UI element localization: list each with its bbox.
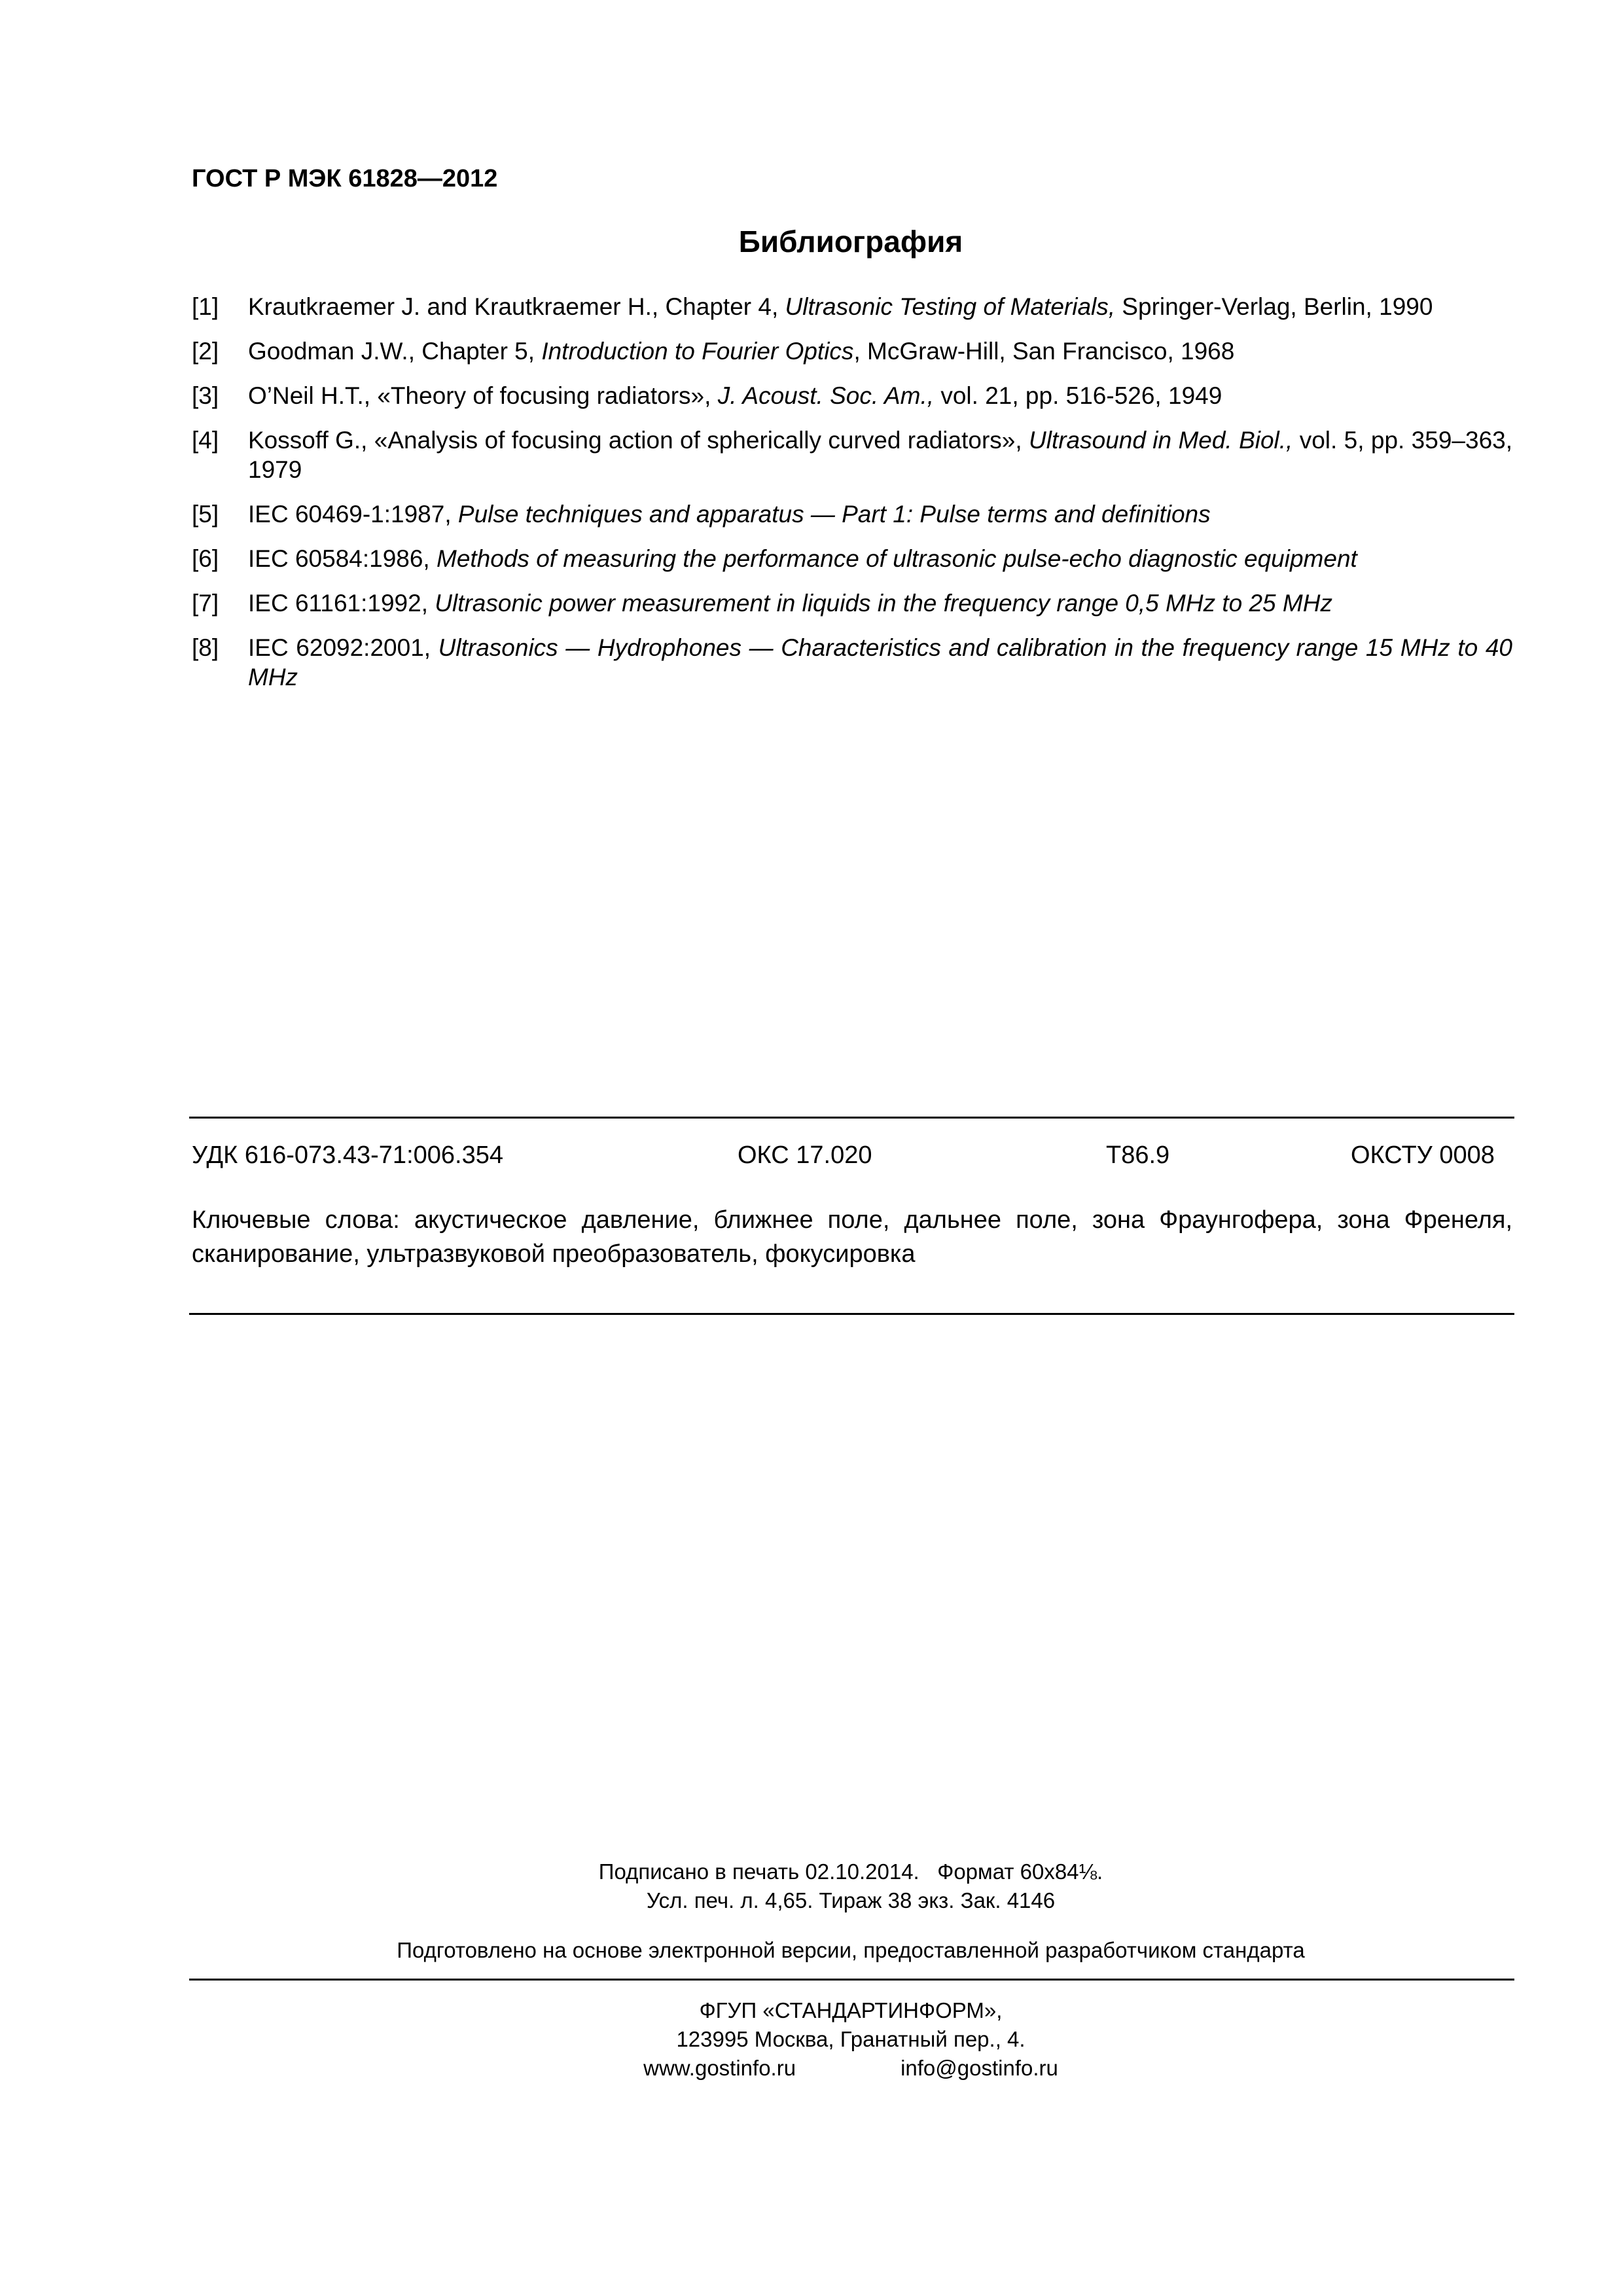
- publisher-email-link[interactable]: info@gostinfo.ru: [901, 2056, 1058, 2080]
- bibliography-list: [192, 292, 1512, 707]
- imprint-print-line: Усл. печ. л. 4,65. Тираж 38 экз. Зак. 4146: [646, 1888, 1056, 1912]
- reference-number: [5]: [192, 501, 219, 528]
- reference-number: [4]: [192, 427, 219, 454]
- t-code: Т86.9: [1106, 1141, 1170, 1169]
- publisher-website-link[interactable]: www.gostinfo.ru: [643, 2056, 796, 2080]
- keywords-text: Ключевые слова: акустическое давление, ближнее поле, дальнее поле, зона Фраунгофера, зона Френеля, сканирование, ультразвуковой преобразователь, фокусировка: [192, 1206, 1512, 1268]
- reference-text: IEC 60469-1:1987, Pulse techniques and apparatus — Part 1: Pulse terms and definitions: [248, 501, 1211, 528]
- reference-text: Krautkraemer J. and Krautkraemer H., Chapter 4, Ultrasonic Testing of Materials, Springer-Verlag, Berlin, 1990: [248, 293, 1433, 320]
- publisher-address: 123995 Москва, Гранатный пер., 4.: [676, 2027, 1026, 2051]
- document-header-code: ГОСТ Р МЭК 61828—2012: [192, 165, 498, 192]
- publisher-contacts: [0, 2054, 1623, 2083]
- bibliography-entry: [192, 588, 1512, 618]
- bibliography-title: Библиография: [738, 224, 963, 259]
- reference-number: [3]: [192, 382, 219, 409]
- publisher-block: [0, 1996, 1623, 2083]
- reference-text: Kossoff G., «Analysis of focusing action of spherically curved radiators», Ultrasound in Med. Biol., vol. 5, pp. 359–363, 1979: [248, 427, 1512, 483]
- bibliography-entry: [192, 633, 1512, 692]
- reference-text: IEC 62092:2001, Ultrasonics — Hydrophones — Characteristics and calibration in the frequency range 15 MHz to 40 MHz: [248, 634, 1512, 691]
- imprint-prepared-line: Подготовлено на основе электронной версии, предоставленной разработчиком стандарта: [397, 1938, 1305, 1962]
- bibliography-entry: [192, 336, 1512, 366]
- imprint-signed-line: Подписано в печать 02.10.2014. Формат 60x84⅛.: [598, 1859, 1103, 1884]
- bibliography-entry: [192, 292, 1512, 321]
- okstu-code: ОКСТУ 0008: [1351, 1141, 1495, 1169]
- reference-number: [7]: [192, 590, 219, 617]
- udk-code: УДК 616-073.43-71:006.354: [192, 1141, 503, 1169]
- imprint-block: [0, 1857, 1623, 1915]
- bibliography-entry: [192, 425, 1512, 484]
- reference-number: [8]: [192, 634, 219, 661]
- bibliography-entry: [192, 499, 1512, 529]
- reference-number: [6]: [192, 545, 219, 572]
- reference-text: IEC 60584:1986, Methods of measuring the performance of ultrasonic pulse-echo diagnostic equipment: [248, 545, 1357, 572]
- publisher-name: ФГУП «СТАНДАРТИНФОРМ»,: [699, 1998, 1003, 2022]
- classification-top-rule: [189, 1117, 1514, 1119]
- reference-text: Goodman J.W., Chapter 5, Introduction to Fourier Optics, McGraw-Hill, San Francisco, 1968: [248, 338, 1235, 365]
- imprint-prepared-block: [0, 1936, 1623, 1965]
- reference-text: O’Neil H.T., «Theory of focusing radiators», J. Acoust. Soc. Am., vol. 21, pp. 516-526, 1949: [248, 382, 1222, 409]
- reference-text: IEC 61161:1992, Ultrasonic power measurement in liquids in the frequency range 0,5 MHz to 25 MHz: [248, 590, 1332, 617]
- reference-number: [1]: [192, 293, 219, 320]
- publisher-top-rule: [189, 1979, 1514, 1981]
- keywords-bottom-rule: [189, 1313, 1514, 1315]
- bibliography-entry: [192, 381, 1512, 410]
- bibliography-entry: [192, 544, 1512, 573]
- reference-number: [2]: [192, 338, 219, 365]
- oks-code: ОКС 17.020: [738, 1141, 872, 1169]
